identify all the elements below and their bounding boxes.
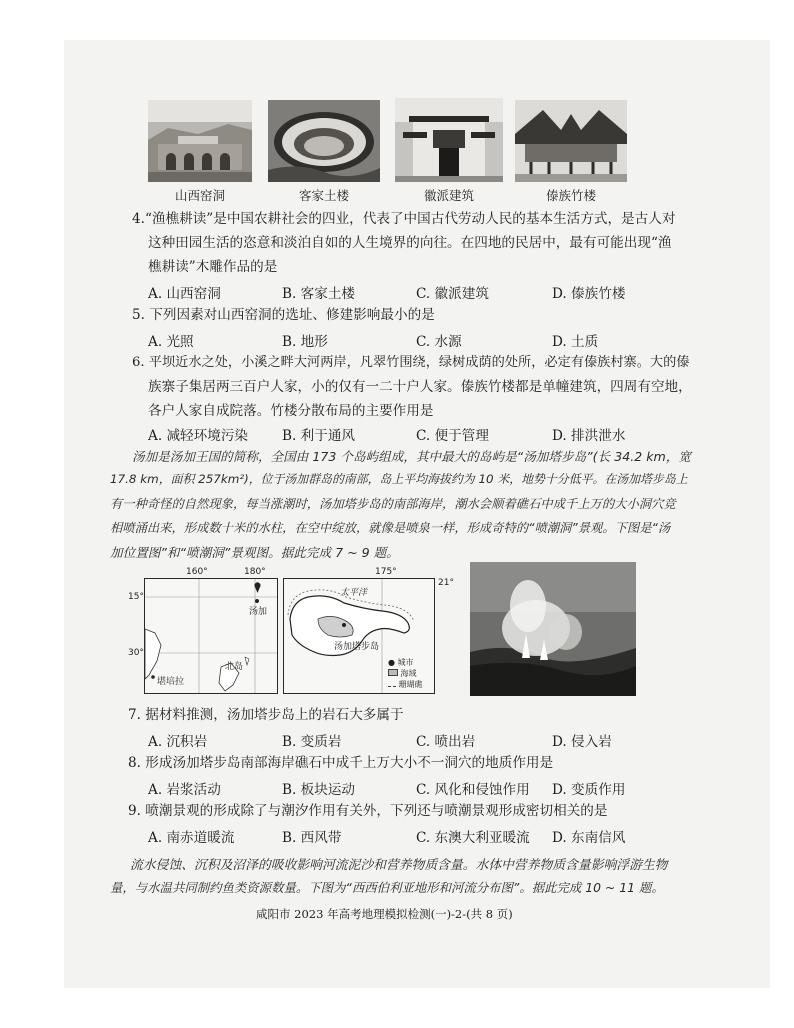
map2-lat-21: 21° [438,578,454,588]
caption-shanxi: 山西窑洞 [174,188,225,203]
page-footer: 咸阳市 2023 年高考地理模拟检测(一)-2-(共 8 页) [256,907,513,921]
q5-line1: 5. 下列因素对山西窑洞的选址、修建影响最小的是 [132,307,435,323]
q4-line3: 樵耕读”木雕作品的是 [148,259,278,275]
legend-reef-label: 珊瑚礁 [398,680,423,689]
q8-line1: 8. 形成汤加塔步岛南部海岸礁石中成千上万大小不一洞穴的地质作用是 [128,755,554,771]
q6-line2: 族寨子集居两三百户人家，小的仅有一二十户人家。傣族竹楼都是单幢建筑，四周有空地， [148,379,692,395]
passage1-line2: 17.8 km，面积 257km²)，位于汤加群岛的南部，岛上平均海拔约为 10 米，地势十分低平。在汤加塔步岛上 [110,472,688,486]
q5-option-a[interactable]: A. 光照 [148,334,194,350]
q6-option-d[interactable]: D. 排洪泄水 [552,428,626,444]
photo-blowhole [470,562,636,696]
passage1-line1: 汤加是汤加王国的简称，全国由 173 个岛屿组成，其中最大的岛屿是“汤加塔步岛”(长 34.2 km，宽 [132,449,691,464]
map1-label-tonga: 汤加 [249,607,268,617]
q7-option-c[interactable]: C. 喷出岩 [416,734,476,750]
map1-lon-160: 160° [186,567,208,577]
q4-option-b[interactable]: B. 客家土楼 [282,286,356,302]
photo-dai-bamboo-house [515,100,627,182]
map1-lon-180: 180° [244,567,266,577]
map2-legend [388,657,432,690]
q9-option-a[interactable]: A. 南赤道暖流 [148,830,235,846]
q6-option-b[interactable]: B. 利于通风 [282,428,356,444]
passage1-line5: 加位置图”和“喷潮洞”景观图。据此完成 7 ~ 9 题。 [110,545,399,560]
q5-option-d[interactable]: D. 土质 [552,334,599,350]
legend-city-label: 城市 [397,658,414,667]
q9-option-b[interactable]: B. 西风带 [282,830,342,846]
caption-huizhou: 徽派建筑 [423,188,474,203]
legend-sea-label: 海域 [400,669,417,678]
map1-lat-30: 30° [128,648,144,658]
q8-option-c[interactable]: C. 风化和侵蚀作用 [416,782,530,798]
passage1-line3: 有一种奇怪的自然现象，每当涨潮时，汤加塔步岛的南部海岸，潮水会顺着礁石中成千上万的大小洞穴竞 [110,497,676,511]
q7-line1: 7. 据材料推测，汤加塔步岛上的岩石大多属于 [128,707,404,723]
map1-lat-15: 15° [128,592,144,602]
photo-hakka-tulou [268,100,380,182]
passage2-line1: 流水侵蚀、沉积及沼泽的吸收影响河流泥沙和营养物质含量。水体中营养物质含量影响浮游生物 [130,858,668,873]
q5-option-b[interactable]: B. 地形 [282,334,328,350]
q6-option-a[interactable]: A. 减轻环境污染 [148,428,249,444]
passage1-line4: 相喷涌出来，形成数十米的水柱，在空中绽放，就像是喷泉一样，形成奇特的“喷潮洞”景观。下图是“汤 [110,521,671,535]
passage2-line2: 量，与水温共同制约鱼类资源数量。下图为“西西伯利亚地形和河流分布图”。据此完成 10 ~ 11 题。 [110,880,664,895]
legend-city: ● 城市 [388,658,414,667]
q4-option-d[interactable]: D. 傣族竹楼 [552,286,626,302]
map2-label-tongatapu: 汤加塔步岛 [334,642,380,652]
q9-line1: 9. 喷潮景观的形成除了与潮汐作用有关外，下列还与喷潮景观形成密切相关的是 [128,803,608,819]
tongatapu-island-map [283,578,435,694]
q8-option-b[interactable]: B. 板块运动 [282,782,356,798]
q4-line1: 4.“渔樵耕读”是中国农耕社会的四业，代表了中国古代劳动人民的基本生活方式，是古人对 [132,211,676,227]
q7-option-d[interactable]: D. 侵入岩 [552,734,612,750]
q8-option-a[interactable]: A. 岩浆活动 [148,782,221,798]
map1-label-north-island: 北岛 [225,662,244,672]
caption-dai: 傣族竹楼 [545,188,596,203]
photo-shanxi-cave-dwelling [148,100,252,182]
q4-line2: 这种田园生活的恣意和淡泊自如的人生境界的向往。在四地的民居中，最有可能出现“渔 [148,235,672,251]
q9-option-d[interactable]: D. 东南信风 [552,830,626,846]
map2-label-pacific: 太平洋 [340,588,368,598]
q5-option-c[interactable]: C. 水源 [416,334,462,350]
q7-option-b[interactable]: B. 变质岩 [282,734,342,750]
map2-lon-175: 175° [375,567,397,577]
map1-label-canberra: 堪培拉 [157,677,185,687]
tonga-location-map [144,578,278,694]
q7-option-a[interactable]: A. 沉积岩 [148,734,208,750]
legend-sea [388,668,432,679]
q6-line1: 6. 平坝近水之处，小溪之畔大河两岸，凡翠竹围绕，绿树成荫的处所，必定有傣族村寨。大的傣 [132,355,690,370]
photo-huizhou-architecture [395,98,503,182]
q6-line3: 各户人家自成院落。竹楼分散布局的主要作用是 [148,403,434,419]
q4-option-c[interactable]: C. 徽派建筑 [416,286,489,302]
legend-reef [388,679,432,690]
caption-hakka: 客家土楼 [298,188,349,203]
q4-option-a[interactable]: A. 山西窑洞 [148,286,221,302]
q9-option-c[interactable]: C. 东澳大利亚暖流 [416,830,530,846]
q8-option-d[interactable]: D. 变质作用 [552,782,626,798]
q6-option-c[interactable]: C. 便于管理 [416,428,489,444]
